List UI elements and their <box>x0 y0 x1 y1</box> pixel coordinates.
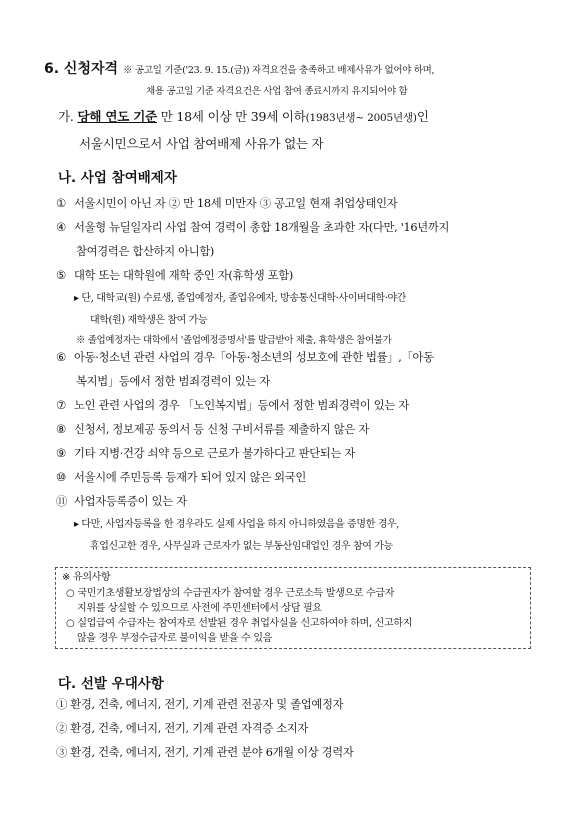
ga-text-small: (1983년생~ 2005년생) <box>305 112 417 124</box>
preference-item <box>56 744 353 760</box>
section-6-note-continued: 채용 공고일 기준 자격요건은 사업 참여 종료시까지 유지되어야 함 <box>146 86 408 97</box>
ga-line-1 <box>58 104 538 131</box>
item-number: ② <box>56 722 67 735</box>
caution-point <box>66 616 528 646</box>
item-number: ⑥ <box>56 351 66 364</box>
sub-note-text: 다만, 사업자등록을 한 경우라도 실제 사업을 하지 아니하였음을 증명한 경우, <box>81 519 400 530</box>
item-number: ⑨ <box>56 447 66 460</box>
item-text: 서울시에 주민등록 등재가 되어 있지 않은 외국인 <box>74 471 307 484</box>
sub-note-text-continued: 대학(원) 재학생은 참여 가능 <box>90 315 208 326</box>
caution-text-continued: 않을 경우 부정수급자로 불이익을 받을 수 있음 <box>77 633 273 644</box>
da-heading: 다. 선발 우대사항 <box>58 676 164 692</box>
preference-item <box>56 696 343 712</box>
sub-note-text: 단, 대학교(원) 수료생, 졸업예정자, 졸업유예자, 방송통신대학·사이버대학·야간 <box>81 293 407 304</box>
section-6 <box>44 58 544 97</box>
exclusion-item <box>56 216 542 264</box>
exclusion-item <box>56 264 542 288</box>
exclusion-item <box>56 192 542 216</box>
circle-bullet-icon: ○ <box>66 588 75 599</box>
exclusion-sub-note <box>74 514 544 558</box>
triangle-bullet-icon: ▸ <box>74 293 79 304</box>
ga-line-2: 서울시민으로서 사업 참여배제 사유가 없는 자 <box>79 136 324 151</box>
caution-title: ※ 유의사항 <box>62 572 111 583</box>
item-text: 서울시민이 아닌 자 ② 만 18세 미만자 ③ 공고일 현재 취업상태인자 <box>74 197 398 210</box>
item-text: 대학 또는 대학원에 재학 중인 자(휴학생 포함) <box>74 269 293 282</box>
item-number: ④ <box>56 221 66 234</box>
item-text: 사업자등록증이 있는 자 <box>74 495 187 508</box>
exclusion-item <box>56 490 542 514</box>
item-text: 기타 지병·건강 쇠약 등으로 근로가 불가하다고 판단되는 자 <box>74 447 356 460</box>
exclusion-item <box>56 346 542 394</box>
item-number: ⑦ <box>56 399 66 412</box>
exclusion-item <box>56 418 542 442</box>
section-6-note: ※ 공고일 기준('23. 9. 15.(금)) 자격요건을 충족하고 배제사유가 없어야 하며, <box>123 65 435 76</box>
triangle-bullet-icon: ▸ <box>74 519 79 530</box>
item-text-continued: 복지법」등에서 정한 범죄경력이 있는 자 <box>76 375 270 388</box>
item-text: 노인 관련 사업의 경우 「노인복지법」등에서 정한 범죄경력이 있는 자 <box>74 399 409 412</box>
item-number: ⑪ <box>56 495 67 508</box>
preference-item <box>56 720 308 736</box>
item-number: ① <box>56 197 66 210</box>
caution-point <box>66 586 528 616</box>
ga-marker: 가. <box>58 109 74 124</box>
exclusion-item <box>56 466 542 490</box>
caution-box <box>55 567 531 649</box>
exclusion-item <box>56 394 542 418</box>
item-text: 환경, 건축, 에너지, 전기, 기계 관련 자격증 소지자 <box>70 722 309 735</box>
sub-note-text-continued: 휴업신고한 경우, 사무실과 근로자가 없는 부동산임대업인 경우 참여 가능 <box>90 541 393 552</box>
item-text: 서울형 뉴딜일자리 사업 참여 경력이 총합 18개월을 초과한 자(다만, '16년까지 <box>74 221 450 234</box>
item-text: 환경, 건축, 에너지, 전기, 기계 관련 전공자 및 졸업예정자 <box>70 698 344 711</box>
na-heading: 나. 사업 참여배제자 <box>58 170 177 186</box>
caution-text: 국민기초생활보장법상의 수급권자가 참여할 경우 근로소득 발생으로 수급자 <box>77 588 395 599</box>
exclusion-item <box>56 442 542 466</box>
exclusion-sub-note <box>74 288 544 332</box>
item-number: ⑤ <box>56 269 66 282</box>
item-text: 아동·청소년 관련 사업의 경우「아동·청소년의 성보호에 관한 법률」,「아동 <box>74 351 434 364</box>
ga-text-b: 인 <box>416 109 429 124</box>
graduation-note: ※ 졸업예정자는 대학에서 '졸업예정증명서'를 발급받아 제출, 휴학생은 참여불가 <box>76 335 392 346</box>
item-text: 신청서, 정보제공 동의서 등 신청 구비서류를 제출하지 않은 자 <box>74 423 369 436</box>
item-number: ③ <box>56 746 67 759</box>
item-text: 환경, 건축, 에너지, 전기, 기계 관련 분야 6개월 이상 경력자 <box>70 746 354 759</box>
caution-text: 실업급여 수급자는 참여자로 선발된 경우 취업사실을 신고하여야 하며, 신고하지 <box>77 618 413 629</box>
item-number: ⑩ <box>56 471 66 484</box>
eligibility-ga <box>58 104 538 157</box>
caution-text-continued: 지위를 상실할 수 있으므로 사전에 주민센터에서 상담 필요 <box>77 603 322 614</box>
section-6-heading: 6. 신청자격 <box>44 61 119 77</box>
item-number: ⑧ <box>56 423 66 436</box>
item-number: ① <box>56 698 67 711</box>
ga-text-a: 만 18세 이상 만 39세 이하 <box>157 109 306 124</box>
item-text-continued: 참여경력은 합산하지 아니함) <box>76 245 215 258</box>
ga-emphasis: 당해 연도 기준 <box>77 109 157 124</box>
circle-bullet-icon: ○ <box>66 618 75 629</box>
